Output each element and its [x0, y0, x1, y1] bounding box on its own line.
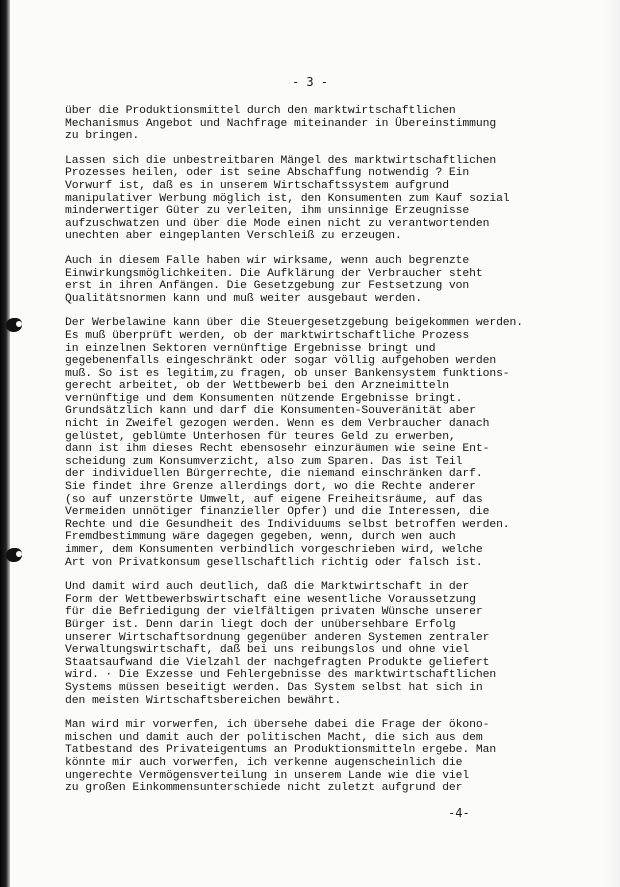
paragraph: [65, 317, 585, 569]
text-line: Tatbestand des Privateigentums an Produktionsmitteln ergebe. Man: [65, 744, 497, 757]
text-line: manipulativer Werbung möglich ist, den Konsumenten zum Kauf sozial: [65, 192, 510, 205]
text-line: Es muß überprüft werden, ob der marktwirtschaftliche Prozess: [65, 329, 470, 342]
page-number: - 3 -: [291, 75, 329, 89]
text-line: (so auf unzerstörte Umwelt, auf eigene Freiheitsräume, auf das: [65, 493, 483, 506]
text-line: minderwertiger Güter zu verleiten, ihm unsinnige Erzeugnisse: [65, 205, 470, 218]
text-line: den meisten Wirtschaftsbereichen bewährt.: [65, 694, 342, 707]
text-line: Auch in diesem Falle haben wir wirksame, wenn auch begrenzte: [65, 254, 470, 267]
text-line: Lassen sich die unbestreitbaren Mängel des marktwirtschaftlichen: [65, 154, 497, 167]
text-line: vernünftige und dem Konsumenten nützende Ergebnisse bringt.: [65, 392, 463, 405]
text-line: über die Produktionsmittel durch den marktwirtschaftlichen: [65, 105, 456, 117]
text-line: könnte mir auch vorwerfen, ich verkenne augenscheinlich die: [65, 756, 463, 769]
text-line: mischen und damit auch der politischen Macht, die sich aus dem: [65, 731, 483, 744]
text-line: Staatsaufwand die Vielzahl der nachgefragten Produkte geliefert: [65, 656, 490, 669]
text-line: muß. So ist es legitim,zu fragen, ob unser Bankensystem funktions-: [65, 367, 510, 380]
document-body: [65, 105, 585, 807]
text-line: zu großen Einkommensunterschiede nicht zuletzt aufgrund der: [65, 782, 463, 795]
text-line: aufzuschwatzen und über die Mode einen nicht zu verantwortenden: [65, 217, 490, 230]
text-line: nicht in Zweifel gezogen werden. Wenn es dem Verbraucher danach: [65, 418, 490, 431]
text-line: wird. · Die Exzesse und Fehlergebnisse des marktwirtschaftlichen: [65, 669, 497, 682]
text-line: der individuellen Bürgerrechte, die niemand einschränken darf.: [65, 468, 483, 481]
paragraph: [65, 155, 585, 243]
text-line: Prozesses heilen, oder ist seine Abschaffung notwendig ? Ein: [65, 167, 470, 180]
text-line: Qualitätsnormen kann und muß weiter ausgebaut werden.: [65, 292, 422, 305]
text-line: Mechanismus Angebot und Nachfrage miteinander in Übereinstimmung: [65, 117, 497, 130]
text-line: Form der Wettbewerbswirtschaft eine wesentliche Voraussetzung: [65, 593, 476, 606]
text-line: Grundsätzlich kann und darf die Konsumenten-Souveränität aber: [65, 405, 476, 418]
text-line: Sie findet ihre Grenze allerdings dort, wo die Rechte anderer: [65, 481, 476, 494]
punch-hole-mark: [6, 318, 22, 332]
text-line: Einwirkungsmöglichkeiten. Die Aufklärung der Verbraucher steht: [65, 267, 483, 280]
text-line: unserer Wirtschaftsordnung gegenüber anderen Systemen zentraler: [65, 631, 490, 644]
text-line: unechten aber eingeplanten Verschleiß zu erzeugen.: [65, 230, 402, 243]
text-line: immer, dem Konsumenten verbindlich vorgeschrieben wird, welche: [65, 544, 483, 556]
text-line: Und damit wird auch deutlich, daß die Marktwirtschaft in der: [65, 581, 470, 594]
paragraph: [65, 581, 585, 707]
text-line: Rechte und die Gesundheit des Individuums selbst betroffen werden.: [65, 518, 510, 531]
text-line: Bürger ist. Denn darin liegt doch der unübersehbare Erfolg: [65, 618, 456, 631]
text-line: gegebenenfalls eingeschränkt oder sogar völlig aufgehoben werden: [65, 355, 497, 368]
text-line: in einzelnen Sektoren vernünftige Ergebnisse bringt und: [65, 342, 436, 355]
paragraph: [65, 255, 585, 305]
text-line: scheidung zum Konsumverzicht, also zum Sparen. Das ist Teil: [65, 455, 463, 468]
text-line: dann ist ihm dieses Recht ebensosehr einzuräumen wie seine Ent-: [65, 443, 490, 456]
text-line: Fremdbestimmung wäre dagegen gegeben, wenn, durch wen auch: [65, 531, 456, 544]
paragraph: [65, 719, 585, 795]
text-line: Man wird mir vorwerfen, ich übersehe dabei die Frage der ökono-: [65, 719, 490, 732]
text-line: Vermeiden unnötiger finanzieller Opfer) und die Interessen, die: [65, 506, 490, 519]
text-line: ungerechte Vermögensverteilung in unserem Lande wie die viel: [65, 769, 470, 782]
paragraph: [65, 105, 585, 143]
text-line: zu bringen.: [65, 130, 140, 143]
text-line: Vorwurf ist, daß es in unserem Wirtschaftssystem aufgrund: [65, 179, 449, 192]
text-line: gerecht arbeitet, ob der Wettbewerb bei den Arzneimitteln: [65, 380, 449, 393]
scan-binding-edge: [0, 0, 10, 887]
text-line: erst in ihren Anfängen. Die Gesetzgebung zur Festsetzung von: [65, 280, 470, 293]
punch-hole-mark: [6, 548, 22, 562]
scan-right-edge: [606, 0, 620, 887]
text-line: Verwaltungswirtschaft, daß bei uns reibungslos und ohne viel: [65, 644, 470, 657]
text-line: Art von Privatkonsum gesellschaftlich richtig oder falsch ist.: [65, 556, 483, 569]
text-line: gelüstet, geblümte Unterhosen für teures Geld zu erwerben,: [65, 430, 456, 443]
text-line: Systems müssen beseitigt werden. Das System selbst hat sich in: [65, 681, 483, 694]
next-page-marker: -4-: [448, 806, 470, 820]
text-line: für die Befriedigung der vielfältigen privaten Wünsche unserer: [65, 606, 483, 619]
text-line: Der Werbelawine kann über die Steuergesetzgebung beigekommen werden.: [65, 317, 524, 330]
